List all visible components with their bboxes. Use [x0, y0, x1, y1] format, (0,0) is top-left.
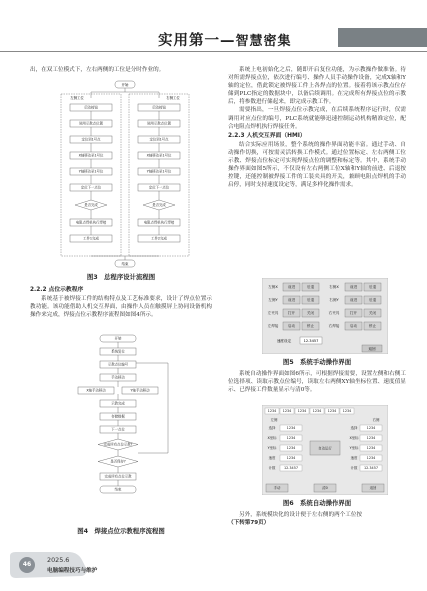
- body-paragraph: 系统自动操作界面如图6所示，可根据焊接需要，设置左侧和右侧工位选择项、读取示教点位编号，读取左右两侧XY轴坐标位置、速度值显示、已焊接工件数量显示与清0等。: [228, 371, 406, 394]
- fig6-field-value-right: 1234: [366, 426, 376, 431]
- fig4-label: 手动移动: [111, 375, 125, 380]
- fig5-row-label: 左侧Y: [268, 298, 278, 303]
- fig5-row-label: 右焊接: [328, 324, 340, 329]
- fig4-label: 开始: [114, 336, 122, 341]
- fig3-left-title: 左侧工位: [70, 96, 84, 100]
- fig5-row-label: 右侧X: [329, 285, 339, 290]
- fig6-field-value-right: 1234: [366, 456, 376, 461]
- fig5-button-label: 打开: [349, 311, 358, 316]
- fig3-left-label: 调用示教点位置: [79, 121, 103, 126]
- fig3-left-label: 定位下一点位: [80, 185, 102, 190]
- right-column-mid: [228, 370, 406, 394]
- fig5-button-label: 关闭: [368, 311, 377, 316]
- fig5-button-label: 打开: [287, 311, 296, 316]
- fig5-button-label: 前进: [287, 298, 296, 303]
- fig3-caption: 图3 总程序设计流程图: [86, 273, 156, 281]
- section-heading: 2.2.3 人机交互界面（HMI）: [228, 132, 306, 139]
- fig4-label: Y轴手动移动: [130, 388, 150, 393]
- fig6-field-value: 1234: [286, 426, 296, 431]
- fig5-row-label: 左侧X: [268, 285, 278, 290]
- fig3-right-label: 启动按钮: [152, 105, 166, 110]
- fig3-right-label: 工件2完成: [151, 236, 167, 241]
- fig6-bottom-label: 返回: [369, 486, 377, 491]
- fig6-field-value: 1234: [286, 436, 296, 441]
- fig3-right-label: 是否完成: [152, 203, 166, 208]
- fig6-row-label-right: Y坐标: [349, 446, 359, 450]
- fig3-left-label: 电阻点焊机执行焊接: [75, 220, 107, 225]
- fig6-row-label-right: 选择: [350, 426, 358, 430]
- fig5-row-label: 右夹具: [328, 311, 340, 316]
- figure-4: [60, 333, 190, 523]
- fig3-right-label: 定位到1号点: [149, 137, 169, 142]
- fig5-caption: 图5 系统手动操作界面: [282, 358, 352, 366]
- fig6-bottom-label: 清0: [322, 486, 328, 491]
- fig5-button-label: 后退: [306, 298, 315, 303]
- fig6-field-value: 1234: [286, 456, 296, 461]
- body-paragraph: 另外，系统模块化的设计便于左右侧的两个工位按: [239, 512, 363, 518]
- fig3-start: 开始: [121, 82, 129, 87]
- fig6-row-label-right: 速度: [350, 456, 358, 460]
- header-divider: —: [220, 33, 236, 49]
- fig5-button-label: 前进: [349, 298, 358, 303]
- fig4-label: 完成所有点位示教: [104, 474, 132, 479]
- fig4-label: 存储数据: [111, 414, 125, 419]
- fig5-button-label: 停止: [306, 324, 315, 329]
- page-number: 46: [19, 557, 35, 573]
- fig3-left-label: 启动按钮: [84, 105, 98, 110]
- fig6-row-label: Y坐标: [267, 446, 277, 450]
- fig6-field-value: 12.3457: [283, 466, 299, 471]
- fig3-right-label: 定位下一点位: [148, 185, 170, 190]
- fig6-top-value: 1234: [267, 409, 277, 414]
- fig6-row-label: 计数: [268, 466, 276, 470]
- fig4-label: 下一点位: [111, 427, 125, 432]
- fig5-speed-value: 12.3457: [303, 339, 319, 343]
- fig5-button-label: 后退: [368, 298, 377, 303]
- fig3-right-label: 调用示教点位置: [147, 121, 171, 126]
- body-paragraph: 结合实际应用场景，整个系统的操作界面功能丰富。通过手动、自动操作切换，可按需灵活转换工作模式。通过位置标定、左右两侧工位示教、焊接点位标定可实现焊接点位的调整和标定等。其中，系统手动操作界面如图5所示，不仅设有左右两侧工位X轴和Y轴的前进、后退按控键，还能控制被焊接工件的工装夹具的开关，兼顾电阻点焊机的手动启停，同时支持速度设定等，满足多样化操作需求。: [228, 141, 406, 189]
- fig6-field-value-right: 1234: [366, 436, 376, 441]
- fig6-bottom-label: 手动: [273, 486, 281, 491]
- fig6-left-label: 左侧: [270, 418, 278, 422]
- fig6-row-label: X坐标: [267, 436, 277, 440]
- fig6-caption: 图6 系统自动操作界面: [282, 499, 352, 507]
- magazine-name: 电脑编程技巧与维护: [47, 568, 98, 574]
- figure-5: [262, 278, 388, 354]
- fig6-row-label: 选择: [268, 426, 276, 430]
- continued-note: （下转第79页）: [228, 520, 270, 527]
- body-paragraph: 需要指出，一旦焊接点位示教完成，在后续系统程序运行时，仅需调用对应点位的编号，PLC系统就能够迅速控制运动机构精准定位，配合电阻点焊机执行焊接任务。: [228, 107, 406, 130]
- fig6-top-value: 1234: [327, 409, 337, 414]
- fig4-label: 系统复位: [111, 349, 125, 354]
- fig6-field-value-right: 12.3457: [363, 466, 379, 471]
- fig5-button-label: 后退: [368, 285, 377, 290]
- header-rule: [0, 51, 427, 52]
- fig6-right-label: 右侧: [372, 418, 380, 422]
- fig6-field-value: 1234: [286, 446, 296, 451]
- fig3-left-label: Y轴移动至1号位: [78, 169, 104, 174]
- fig3-end: 结束: [121, 261, 129, 266]
- fig4-label: 结束: [114, 487, 122, 492]
- right-column-bottom: [228, 511, 406, 527]
- fig6-row-label: 速度: [268, 456, 276, 460]
- section-heading: 2.2.2 点位示教程序: [30, 287, 84, 293]
- header-bar: [338, 28, 427, 47]
- fig6-top-value: 1234: [297, 409, 307, 414]
- fig5-row-label: 右侧Y: [329, 298, 339, 303]
- fig5-button-label: 停止: [368, 324, 377, 329]
- fig5-button-label: 关闭: [306, 311, 315, 316]
- running-header: [158, 29, 292, 50]
- fig5-button-label: 前进: [349, 285, 358, 290]
- body-paragraph: 系统上电初始化之后，随即开启复位功能，为示教操作做准备。待对所需焊接点位，依次进行编号、操作人员手动操作设备，完成X轴和Y轴的定位，借此锁定被焊接工件上各焊点的位置。接着将该示教点位存储到PLC指定的数据块中，以备后续调用。在完成所有焊接点位的示教后，将参数进行储起来，即完成示教工作。: [228, 67, 406, 106]
- fig6-auto-label: 自动运行: [318, 446, 332, 451]
- right-column-top: [228, 66, 406, 189]
- header-subtitle: 智慧密集: [235, 34, 292, 49]
- fig3-left-label: 工件1完成: [83, 236, 99, 241]
- fig3-left-label: 是否完成: [84, 203, 98, 208]
- figure-3: [55, 80, 195, 270]
- body-paragraph: 出，在双工位模式下，左右两侧的工位是分时作业的。: [30, 67, 165, 73]
- fig5-speed-label: 速度设定: [276, 339, 292, 343]
- body-paragraph: 系统基于被焊接工件的结构特点及工艺标准要求，设计了焊点位置示教功能。该功能借助人机交互界面，由操作人员在触摸屏上协同设备机构操作来完成，焊接点位示教程序流程图如图4所示。: [30, 296, 212, 319]
- fig6-field-value-right: 1234: [366, 446, 376, 451]
- fig5-button-label: 前进: [287, 285, 296, 290]
- fig6-top-value: 1234: [342, 409, 352, 414]
- fig5-button-label: 后退: [306, 285, 315, 290]
- fig6-row-label-right: X坐标: [349, 436, 359, 440]
- figure-6: [262, 405, 388, 495]
- fig3-right-label: X轴移动至1号位: [146, 153, 172, 158]
- fig3-right-title: 右侧工位: [166, 96, 180, 100]
- fig5-row-label: 左夹具: [267, 311, 279, 316]
- fig5-button-label: 启动: [349, 324, 358, 329]
- fig5-return-button: 返回: [368, 346, 376, 351]
- fig4-label: 完成所有点位示教?: [103, 442, 133, 447]
- fig6-top-value: 1234: [282, 409, 292, 414]
- header-title: 实用第一: [158, 33, 220, 49]
- fig6-row-label-right: 计数: [350, 466, 358, 470]
- fig4-label: X轴手动移动: [86, 388, 106, 393]
- fig3-left-label: 定位到1号点: [81, 137, 101, 142]
- left-column-top: [30, 66, 212, 74]
- fig6-top-value: 1234: [312, 409, 322, 414]
- fig4-label: 示教点位编号: [107, 362, 129, 367]
- fig3-right-label: Y轴移动至1号位: [146, 169, 172, 174]
- fig4-label: 是否保存?: [110, 459, 126, 464]
- fig4-caption: 图4 焊接点位示教程序流程图: [77, 527, 165, 535]
- fig5-button-label: 启动: [287, 324, 296, 329]
- fig4-label: 示教完成: [111, 401, 125, 406]
- issue-number: 2025.6: [47, 556, 70, 564]
- fig3-right-label: 电阻点焊机执行焊接: [143, 220, 175, 225]
- fig5-row-label: 左焊接: [267, 324, 279, 329]
- left-column-mid: [30, 285, 212, 319]
- fig3-left-label: X轴移动至1号位: [78, 153, 104, 158]
